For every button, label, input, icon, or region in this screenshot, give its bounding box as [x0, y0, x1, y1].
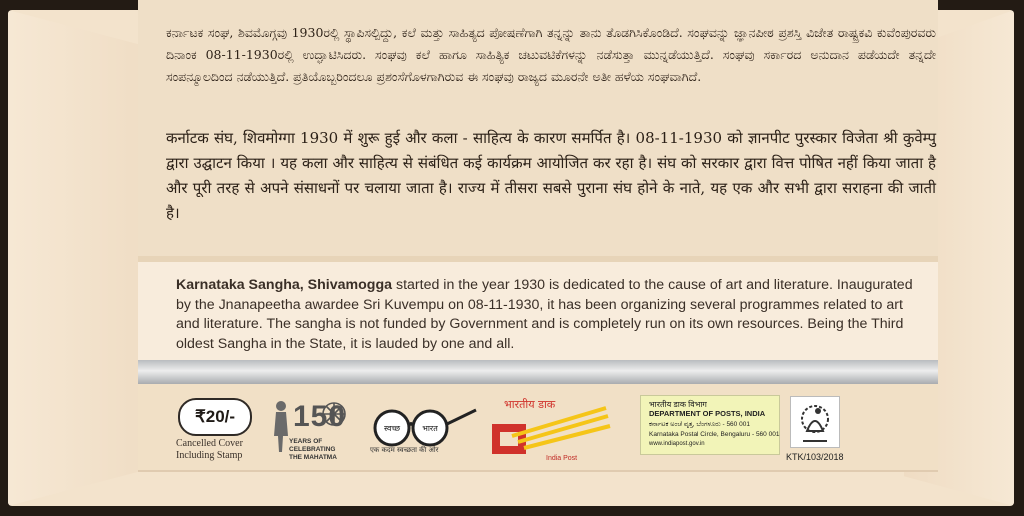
dept-line-2: DEPARTMENT OF POSTS, INDIA [649, 409, 766, 418]
dept-of-posts-box [640, 395, 780, 455]
gandhi-figure-icon [274, 401, 288, 452]
dept-line-3: ಕರ್ನಾಟಕ ಅಂಚೆ ವೃತ್ತ, ಬೆಂಗಳೂರು - 560 001 [649, 421, 750, 428]
dept-line-5: www.indiapost.gov.in [649, 441, 705, 447]
cancelled-line-2: Including Stamp [176, 450, 243, 461]
dept-line-1: भारतीय डाक विभाग [649, 400, 707, 409]
india-post-english: India Post [546, 455, 578, 462]
english-lead: Karnataka Sangha, Shivamogga [176, 277, 393, 293]
english-paragraph [176, 276, 926, 354]
swachh-right-text: भारत [422, 424, 438, 433]
india-post-hindi: भारतीय डाक [504, 398, 556, 411]
gandhi-150-line-2: CELEBRATING [289, 446, 336, 453]
gandhi-150-number: 150 [293, 400, 347, 433]
gandhi-150-line-1: YEARS OF [289, 438, 323, 445]
swachh-bharat-glasses-icon [370, 404, 480, 448]
hindi-paragraph: कर्नाटक संघ, शिवमोग्गा 1930 में शुरू हुई और कला - साहित्य के कारण समर्पित है। 08-11-1930 को ज्ञानपीट पुरस्कार विजेता श्री कुवेम्पु द्वारा उद्घाटन किया । यह कला और साहित्य से संबंधित कई कार्यक्रम आयोजित कर रहा है। संघ को सरकार द्वारा वित्त पोषित नहीं किया जाता है और पूरी तरह से अपने संसाधनों पर चलाया जाता है। राज्य में तीसरा सबसे पुराना संघ होने के नाते, यह एक और सभी द्वारा सराहना की जाती है। [166, 129, 936, 222]
english-body: started in the year 1930 is dedicated to the cause of art and literature. Inaugurated by the Jnanapeetha awardee Sri Kuvempu on 08-11-1930, it has been organizing several programmes related to art and literature. The sangha is not funded by Government and is completely run on its own resources. Being the Third oldest Sangha in the State, it is lauded by one and all. [176, 277, 913, 352]
cancelled-cover-note [176, 438, 276, 462]
swachh-caption: एक कदम स्वच्छता की ओर [370, 446, 439, 454]
kannada-paragraph: ಕರ್ನಾಟಕ ಸಂಘ, ಶಿವಮೊಗ್ಗವು 1930ರಲ್ಲಿ ಸ್ಥಾಪಿಸಲ್ಪಿದ್ದು, ಕಲೆ ಮತ್ತು ಸಾಹಿತ್ಯದ ಪೋಷಣೆಗಾಗಿ ತನ್ನನ್ನು ತಾನು ತೊಡಗಿಸಿಕೊಂಡಿದೆ. ಸಂಘವನ್ನು ಜ್ಞಾನಪೀಠ ಪ್ರಶಸ್ತಿ ವಿಜೇತ ರಾಷ್ಟ್ರಕವಿ ಕುವೆಂಪುರವರು ದಿನಾಂಕ 08-11-1930ರಲ್ಲಿ ಉದ್ಘಾಟಿಸಿದರು. ಸಂಘವು ಕಲೆ ಹಾಗೂ ಸಾಹಿತ್ಯಿಕ ಚಟುವಟಿಕೆಗಳನ್ನು ನಡೆಸುತ್ತಾ ಮುನ್ನಡೆಯುತ್ತಿದೆ. ಸಂಘವು ಸರ್ಕಾರದ ಅನುದಾನ ಪಡೆಯದೇ ತನ್ನದೇ ಸಂಪನ್ಮೂಲದಿಂದ ನಡೆಯುತ್ತಿದೆ. ಪ್ರತಿಯೊಬ್ಬರಿಂದಲೂ ಪ್ರಶಂಸೆಗೊಳಗಾಗಿರುವ ಈ ಸಂಘವು ರಾಜ್ಯದ ಮೂರನೇ ಅತೀ ಹಳೆಯ ಸಂಘವಾಗಿದೆ. [166, 25, 936, 84]
swachh-left-text: स्वच्छ [383, 424, 401, 433]
cancelled-line-1: Cancelled Cover [176, 438, 243, 449]
panel-edge [138, 470, 938, 472]
peacock-emblem-icon [791, 397, 839, 447]
left-flap [8, 10, 159, 506]
emblem-box [790, 396, 840, 448]
gandhi-150-caption [289, 438, 369, 462]
price-badge: ₹20/- [178, 398, 252, 436]
cover-code: KTK/103/2018 [786, 452, 844, 462]
silver-strip [138, 360, 938, 384]
gandhi-150-line-3: THE MAHATMA [289, 454, 337, 461]
india-post-logo-icon [488, 406, 612, 456]
dept-line-4: Karnataka Postal Circle, Bengaluru - 560 001 [649, 431, 780, 438]
